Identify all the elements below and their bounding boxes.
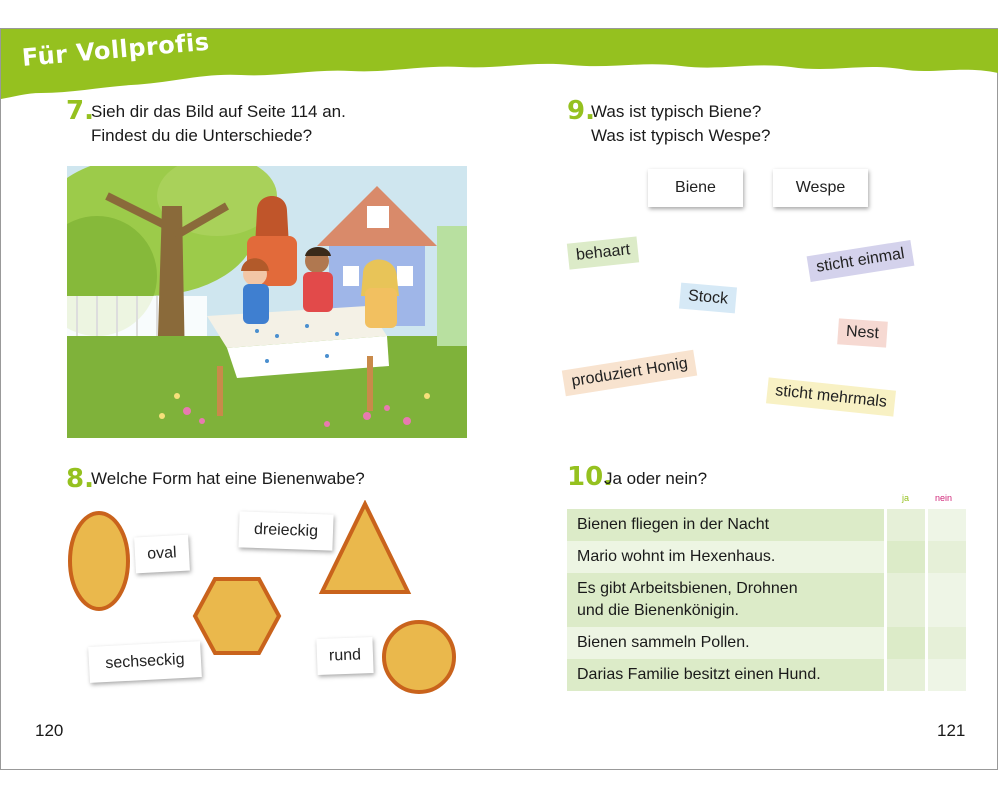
table-row: [567, 509, 966, 541]
task-7-line-2: Findest du die Unterschiede?: [91, 126, 313, 145]
statement: Darias Familie besitzt einen Hund.: [567, 659, 886, 691]
task-8-number: 8.: [66, 464, 94, 494]
statement: Bienen sammeln Pollen.: [567, 627, 886, 659]
banner-title: Für Vollprofis: [20, 27, 211, 72]
nein-checkbox[interactable]: [927, 659, 967, 691]
nein-checkbox[interactable]: [927, 541, 967, 573]
column-nein-label: nein: [935, 493, 953, 503]
task-9-line-2: Was ist typisch Wespe?: [591, 126, 771, 145]
column-ja-label: ja: [902, 493, 910, 503]
category-biene[interactable]: Biene: [648, 169, 743, 207]
task-9-line-1: Was ist typisch Biene?: [591, 102, 762, 121]
nein-checkbox[interactable]: [927, 573, 967, 627]
nein-checkbox[interactable]: [927, 509, 967, 541]
table-row: [567, 541, 966, 573]
statement-line-2: und die Bienenkönigin.: [577, 602, 739, 619]
oval-shape: [67, 510, 131, 612]
card-dreieckig[interactable]: dreieckig: [238, 511, 333, 550]
tag-sticht-einmal[interactable]: sticht einmal: [807, 240, 915, 282]
yes-no-table: [567, 509, 966, 691]
task-8-question: Welche Form hat eine Bienenwabe?: [91, 469, 365, 488]
ja-checkbox[interactable]: [886, 541, 927, 573]
garden-scene-illustration: [67, 166, 467, 438]
task-9-number: 9.: [567, 96, 595, 126]
circle-shape: [380, 618, 458, 696]
task-7-line-1: Sieh dir das Bild auf Seite 114 an.: [91, 102, 346, 121]
statement: Bienen fliegen in der Nacht: [567, 509, 886, 541]
task-7-number: 7.: [66, 96, 94, 126]
ja-checkbox[interactable]: [886, 659, 927, 691]
task-10-number: 10.: [567, 462, 614, 492]
card-rund[interactable]: rund: [316, 637, 373, 675]
table-row: [567, 573, 966, 627]
table-row: [567, 659, 966, 691]
ja-checkbox[interactable]: [886, 627, 927, 659]
statement: [567, 573, 886, 627]
tag-produziert-honig[interactable]: produziert Honig: [562, 350, 698, 397]
hexagon-shape: [192, 576, 282, 656]
tag-stock[interactable]: Stock: [679, 283, 737, 314]
tag-behaart[interactable]: behaart: [567, 236, 640, 269]
table-row: [567, 627, 966, 659]
page-number-left: 120: [35, 721, 64, 740]
tag-sticht-mehrmals[interactable]: sticht mehrmals: [766, 377, 896, 416]
tag-nest[interactable]: Nest: [837, 318, 888, 347]
card-sechseckig[interactable]: sechseckig: [88, 641, 202, 683]
ja-checkbox[interactable]: [886, 509, 927, 541]
ja-checkbox[interactable]: [886, 573, 927, 627]
card-oval[interactable]: oval: [134, 535, 190, 574]
task-10-question: Ja oder nein?: [604, 469, 708, 488]
statement-line-1: Es gibt Arbeitsbienen, Drohnen: [577, 580, 798, 597]
statement: Mario wohnt im Hexenhaus.: [567, 541, 886, 573]
nein-checkbox[interactable]: [927, 627, 967, 659]
page-number-right: 121: [937, 721, 966, 740]
category-wespe[interactable]: Wespe: [773, 169, 868, 207]
